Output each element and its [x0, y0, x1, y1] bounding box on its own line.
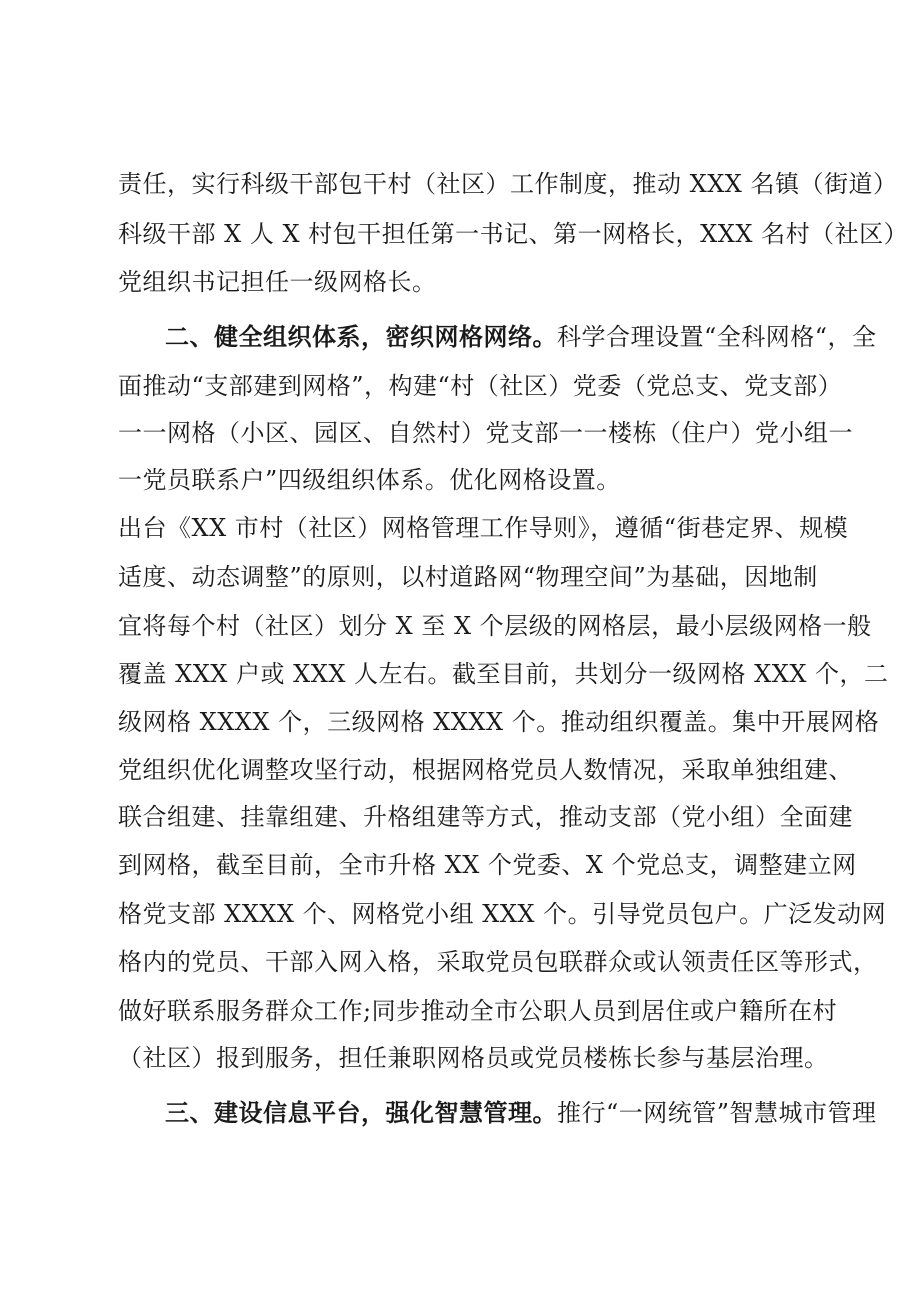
section-2-text: 科学合理设置“全科网格“，全: [557, 323, 877, 351]
body-line-1: 责任，实行科级干部包干村（社区）工作制度，推动 XXX 名镇（街道）: [118, 170, 898, 198]
body-line-9: 适度、动态调整”的原则，以村道路网“物理空间”为基础，因地制: [118, 563, 818, 591]
section-3-text: 推行“一网统管”智慧城市管理: [557, 1099, 877, 1127]
body-line-15: 到网格，截至目前，全市升格 XX 个党委、X 个党总支，调整建立网: [118, 851, 857, 879]
section-3-first-line: [165, 1097, 877, 1129]
body-line-7: 一党员联系户”四级组织体系。优化网格设置。: [118, 466, 621, 494]
section-2-first-line: [165, 321, 877, 353]
body-line-5: 面推动“支部建到网格”，构建“村（社区）党委（党总支、党支部）: [118, 372, 843, 400]
body-line-18: 做好联系服务群众工作;同步推动全市公职人员到居住或户籍所在村: [118, 997, 838, 1025]
body-line-6: 一一网格（小区、园区、自然村）党支部一一楼栋（住户）党小组一: [118, 419, 853, 447]
body-line-10: 宜将每个村（社区）划分 X 至 X 个层级的网格层，最小层级网格一般: [118, 612, 872, 640]
body-line-2: 科级干部 X 人 X 村包干担任第一书记、第一网格长，XXX 名村（社区）: [118, 220, 909, 248]
body-line-17: 格内的党员、干部入网入格，采取党员包联群众或认领责任区等形式，: [118, 948, 878, 976]
body-line-3: 党组织书记担任一级网格长。: [118, 268, 437, 296]
body-line-13: 党组织优化调整攻坚行动，根据网格党员人数情况，采取单独组建、: [118, 756, 853, 784]
body-line-19: （社区）报到服务，担任兼职网格员或党员楼栋长参与基层治理。: [118, 1044, 829, 1072]
section-2-heading: 二、健全组织体系，密织网格网络。: [165, 323, 557, 351]
body-line-14: 联合组建、挂靠组建、升格组建等方式，推动支部（党小组）全面建: [118, 803, 853, 831]
body-line-16: 格党支部 XXXX 个、网格党小组 XXX 个。引导党员包户。广泛发动网: [118, 900, 887, 928]
section-3-heading: 三、建设信息平台，强化智慧管理。: [165, 1099, 557, 1127]
body-line-12: 级网格 XXXX 个，三级网格 XXXX 个。推动组织覆盖。集中开展网格: [118, 708, 880, 736]
body-line-8: 出台《XX 市村（社区）网格管理工作导则》，遵循“街巷定界、规模: [118, 514, 849, 542]
body-line-11: 覆盖 XXX 户或 XXX 人左右。截至目前，共划分一级网格 XXX 个，二: [118, 660, 889, 688]
